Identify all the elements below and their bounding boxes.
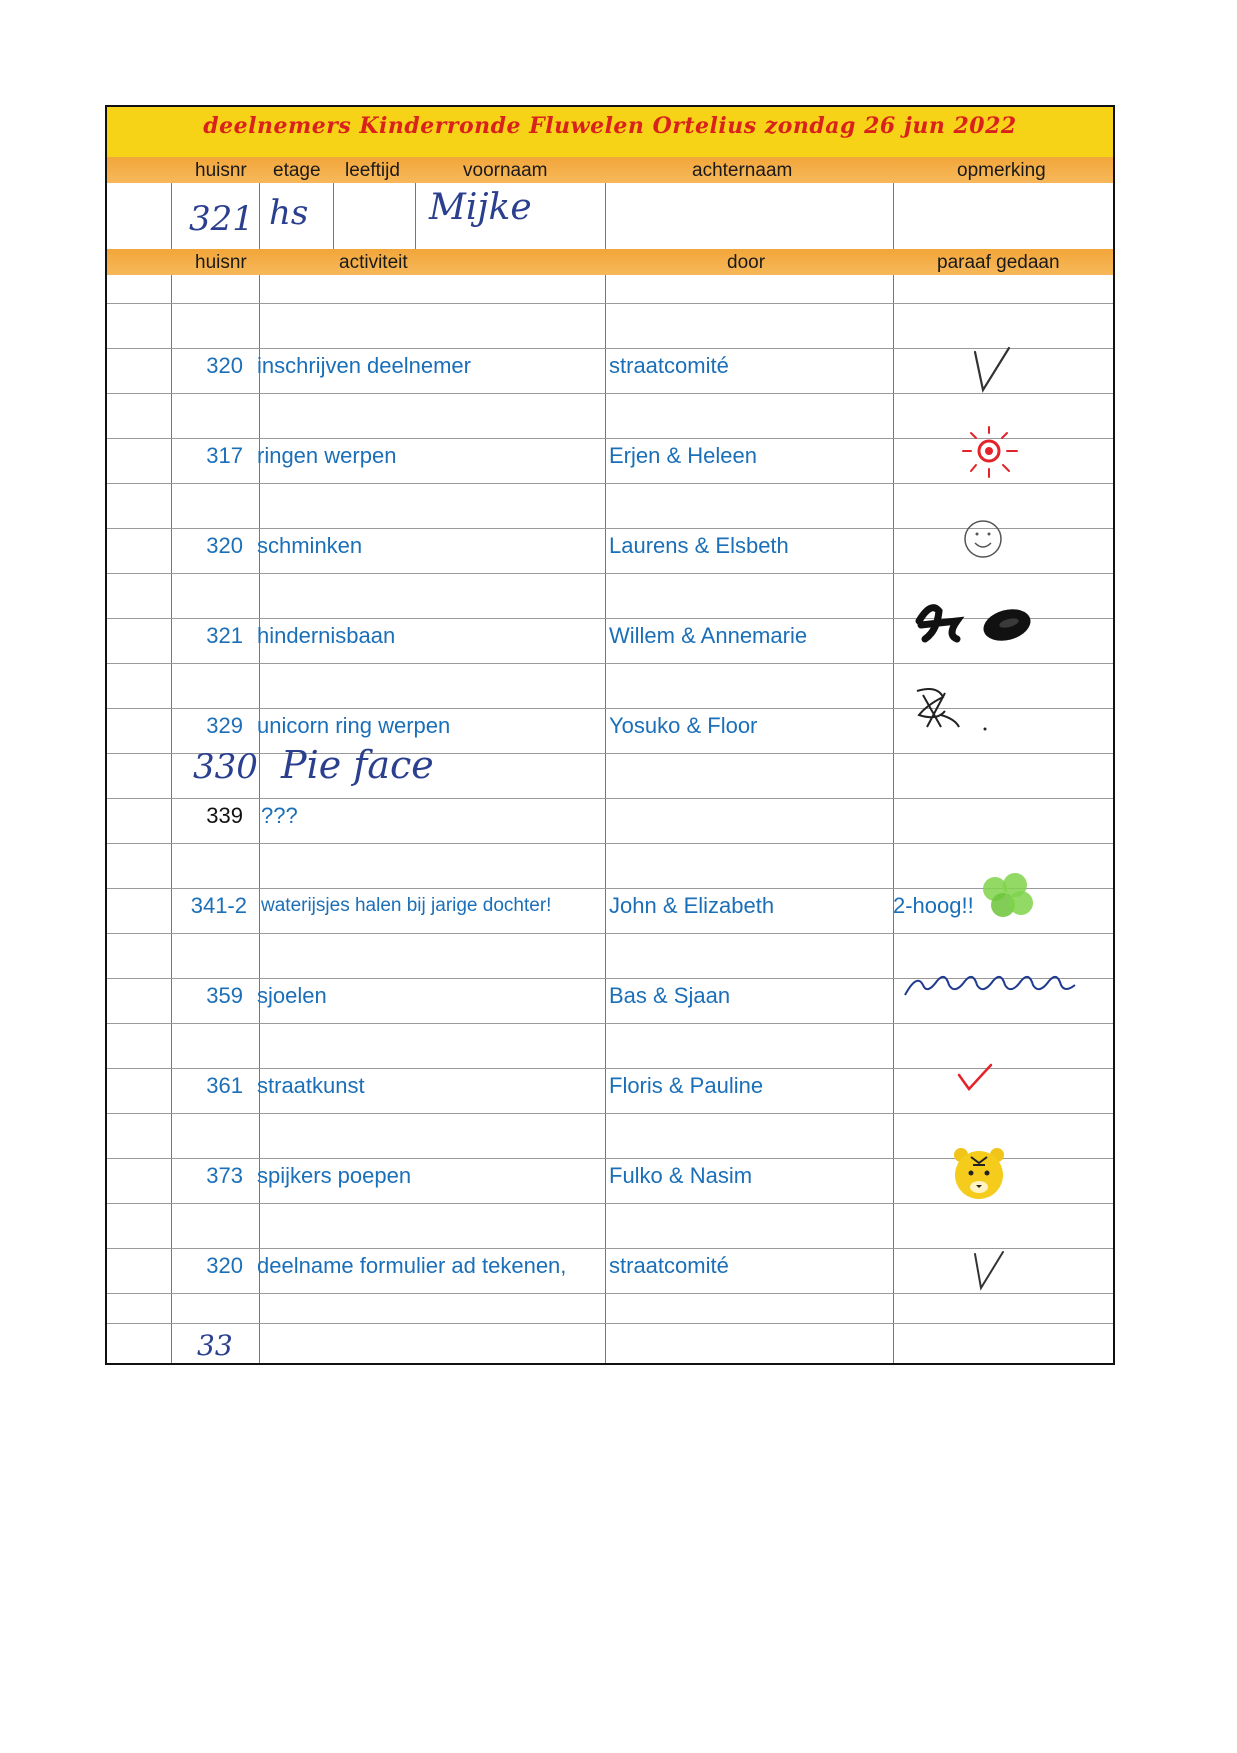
smiley-drawing-icon (897, 507, 1109, 577)
row-door: Willem & Annemarie (609, 623, 808, 648)
header-huisnr: huisnr (195, 160, 247, 181)
divider (415, 183, 416, 249)
row-activiteit-handwritten: Pie face (281, 743, 434, 787)
scribble-signature-icon (897, 675, 1109, 745)
header-huisnr-2: huisnr (195, 252, 247, 273)
kinderronde-form (105, 105, 1115, 1365)
participant-huisnr[interactable]: 321 (189, 199, 254, 239)
row-huisnr: 320 (206, 1253, 243, 1278)
scribble-signature-icon (897, 591, 1109, 661)
row-huisnr: 339 (206, 803, 243, 828)
header-achternaam: achternaam (692, 160, 793, 181)
footer-note: 33 (197, 1329, 233, 1362)
row-huisnr: 341-2 (190, 893, 247, 918)
participant-etage[interactable]: hs (269, 193, 309, 233)
row-activiteit: straatkunst (257, 1073, 365, 1098)
row-huisnr: 320 (206, 353, 243, 378)
row-line (107, 303, 1113, 304)
row-huisnr: 320 (206, 533, 243, 558)
row-huisnr: 359 (206, 983, 243, 1008)
checkmark-signature-icon (897, 1232, 1109, 1302)
header-door: door (727, 252, 766, 273)
row-door: Bas & Sjaan (609, 983, 731, 1008)
row-line (107, 798, 1113, 799)
row-huisnr: 321 (206, 623, 243, 648)
row-door: Fulko & Nasim (609, 1163, 753, 1188)
divider (893, 183, 894, 249)
clover-sticker-icon (973, 865, 1043, 925)
row-line (107, 888, 1113, 889)
row-door: Floris & Pauline (609, 1073, 764, 1098)
row-line (107, 933, 1113, 934)
wave-signature-icon (897, 955, 1109, 1025)
row-activiteit: deelname formulier ad tekenen, (257, 1253, 567, 1278)
row-activiteit: schminken (257, 533, 363, 558)
header-opmerking: opmerking (957, 160, 1046, 181)
row-door: Erjen & Heleen (609, 443, 757, 468)
row-line (107, 843, 1113, 844)
divider (171, 183, 172, 249)
row-activiteit: ??? (261, 803, 298, 828)
row-door: straatcomité (609, 353, 729, 378)
row-huisnr-handwritten: 330 (193, 747, 258, 787)
sun-drawing-icon (897, 415, 1109, 485)
row-huisnr: 317 (206, 443, 243, 468)
divider (259, 183, 260, 249)
row-paraaf-text: 2-hoog!! (893, 893, 974, 918)
row-line (107, 1323, 1113, 1324)
header-activiteit: activiteit (339, 252, 408, 273)
row-huisnr: 329 (206, 713, 243, 738)
row-line (107, 1203, 1113, 1204)
red-checkmark-icon (897, 1045, 1109, 1115)
participant-voornaam[interactable]: Mijke (429, 187, 532, 228)
header-voornaam: voornaam (463, 160, 548, 181)
header-etage: etage (273, 160, 321, 181)
row-door: Laurens & Elsbeth (609, 533, 789, 558)
checkmark-signature-icon (897, 332, 1109, 402)
tiger-sticker-icon (949, 1143, 1009, 1203)
row-activiteit: waterijsjes halen bij jarige dochter! (261, 895, 552, 916)
row-huisnr: 373 (206, 1163, 243, 1188)
row-activiteit: hindernisbaan (257, 623, 396, 648)
row-huisnr: 361 (206, 1073, 243, 1098)
divider (605, 183, 606, 249)
row-activiteit: spijkers poepen (257, 1163, 412, 1188)
header-leeftijd: leeftijd (345, 160, 400, 181)
row-activiteit: sjoelen (257, 983, 327, 1008)
row-activiteit: inschrijven deelnemer (257, 353, 471, 378)
form-title: deelnemers Kinderronde Fluwelen Ortelius zondag 26 jun 2022 (203, 113, 1017, 139)
divider (333, 183, 334, 249)
row-door: John & Elizabeth (609, 893, 775, 918)
row-activiteit: ringen werpen (257, 443, 397, 468)
header-paraaf: paraaf gedaan (937, 252, 1060, 273)
row-door: straatcomité (609, 1253, 729, 1278)
row-line (107, 663, 1113, 664)
row-activiteit: unicorn ring werpen (257, 713, 451, 738)
row-door: Yosuko & Floor (609, 713, 758, 738)
